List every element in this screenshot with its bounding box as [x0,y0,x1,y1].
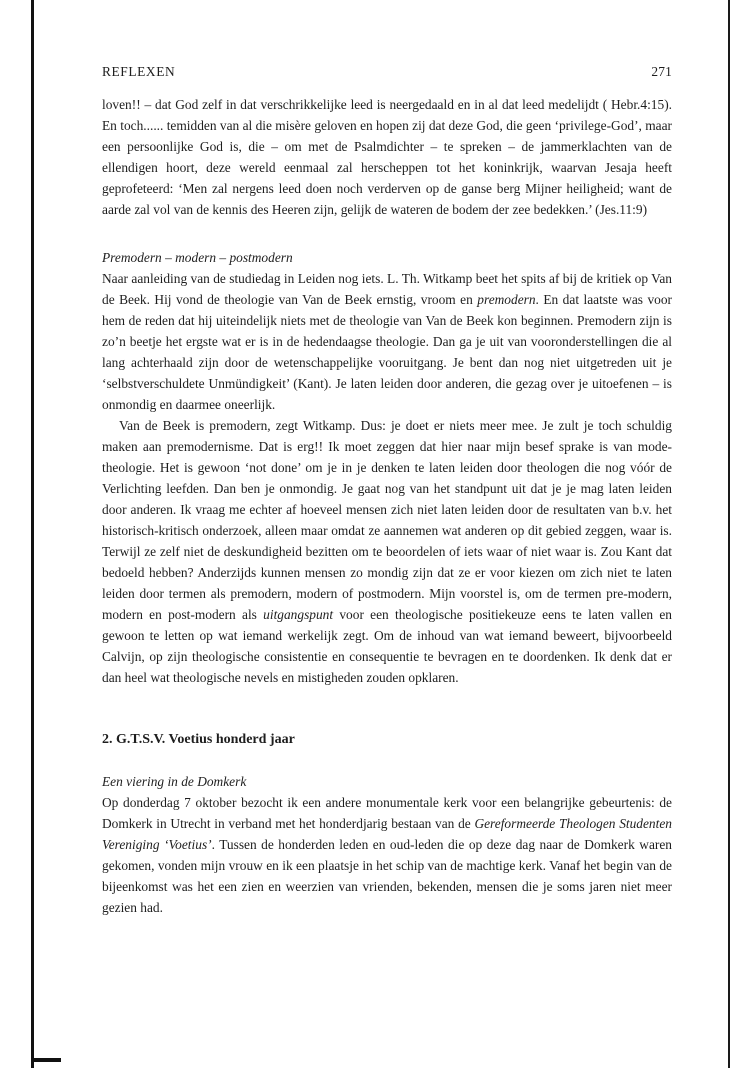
premodern-p1-emphasis: premodern [477,292,536,307]
section-premodern [102,247,672,688]
premodern-p1-text-a: Naar aanleiding van de studiedag in Leiden nog iets. L. Th. Witkamp beet het spits af bij de kritiek op Van de Beek. Hij vond de theologie van Van de Beek ernstig, vroom en [102,271,672,307]
voetius-heading: 2. G.T.S.V. Voetius honderd jaar [102,732,295,747]
voetius-p1-text-b: . Tussen de honderden leden en oud-leden die op deze dag naar de Domkerk waren gekomen, vonden mijn vrouw en ik een plaatsje in het schip van de machtige kerk. Vanaf het begin van de bijeenkomst was het een zien en weerzien van vrienden, bekenden, mensen die je soms jaren niet meer gezien had. [102,837,672,915]
running-title: REFLEXEN [102,64,176,79]
page-number: 271 [651,64,672,79]
voetius-subheading: Een viering in de Domkerk [102,774,247,789]
premodern-p2-emphasis: uitgangspunt [263,607,334,622]
section-voetius [102,729,672,918]
scan-edge-bottom [31,1058,61,1062]
page-body [102,64,672,918]
premodern-subheading: Premodern – modern – postmodern [102,250,293,265]
voetius-p1-emphasis: Gereformeerde Theologen Studenten Vereniging ‘Voetius’ [102,816,672,852]
intro-paragraph: loven!! – dat God zelf in dat verschrikkelijke leed is neergedaald en in al dat leed medelijdt ( Hebr.4:15). En toch...... temidden van al die misère geloven en hopen zij dat deze God, die geen ‘privilege-God’, maar een persoonlijke God is, die – om met de Psalmdichter – te spreken – de jammerklachten van de ellendigen hoort, deze wereld eenmaal zal herscheppen tot het koninkrijk, waarvan Jesaja heeft geprofeteerd: ‘Men zal nergens leed doen noch verderven op de ganse berg Mijner heiligheid; want de aarde zal vol van de kennis des Heeren zijn, gelijk de wateren de bodem der zee bedekken.’ (Jes.11:9) [102,97,673,217]
premodern-paragraph-1 [102,268,672,415]
running-header [102,64,672,94]
scan-edge-left [31,0,34,1068]
scan-edge-right [728,0,730,1068]
voetius-paragraph-1 [102,792,672,918]
premodern-p1-text-b: . En dat laatste was voor hem de reden dat hij uiteindelijk niets met de theologie van Van de Beek kon beginnen. Premodern zijn is zo’n beetje het ergste wat er is in de hedendaagse theologie. Dan ga je uit van vooronderstellingen die al lang achterhaald zijn door de wetenschappelijke vooruitgang. Je bent dan nog niet uitgetreden uit je ‘selbstverschuldete Unmündigkeit’ (Kant). Je laten leiden door anderen, die gezag over je uitoefenen – is onmondig en daarmee oneerlijk. [102,292,672,412]
premodern-p2-text-a: Van de Beek is premodern, zegt Witkamp. Dus: je doet er niets meer mee. Je zult je toch schuldig maken aan premodernisme. Dat is erg!! Ik moet zeggen dat hier naar mijn besef sprake is van mode-theologie. Het is gewoon ‘not done’ om je in je denken te laten leiden door theologen die nog vóór de Verlichting leefden. Dan ben je onmondig. Je gaat nog van het standpunt uit dat je je mag laten leiden door anderen. Ik vraag me echter af hoeveel mensen zich niet laten leiden door de resultaten van b.v. het historisch-kritisch onderzoek, alleen maar omdat ze aannemen wat anderen op dit gebied zeggen, waar is. Terwijl ze zelf niet de deskundigheid bezitten om te beoordelen of iets waar of niet waar is. Zou Kant dat bedoeld hebben? Anderzijds kunnen mensen zo mondig zijn dat ze er voor kiezen om zich niet te laten leiden door termen als premodern, modern of postmodern. Mijn voorstel is, om de termen pre-modern, modern en post-modern als [102,418,672,622]
premodern-p2-text-b: voor een theologische positiekeuze eens te laten vallen en gewoon te letten op wat iemand werkelijk zegt. Om de inhoud van wat iemand beweert, bijvoorbeeld Calvijn, op zijn theologische consistentie en consequentie te bevragen en te doordenken. Ik denk dat er dan heel wat theologische nevels en mistigheden zouden opklaren. [102,607,673,685]
voetius-p1-text-a: Op donderdag 7 oktober bezocht ik een andere monumentale kerk voor een belangrijke gebeurtenis: de Domkerk in Utrecht in verband met het honderdjarig bestaan van de [102,795,672,831]
premodern-paragraph-2 [102,415,672,688]
